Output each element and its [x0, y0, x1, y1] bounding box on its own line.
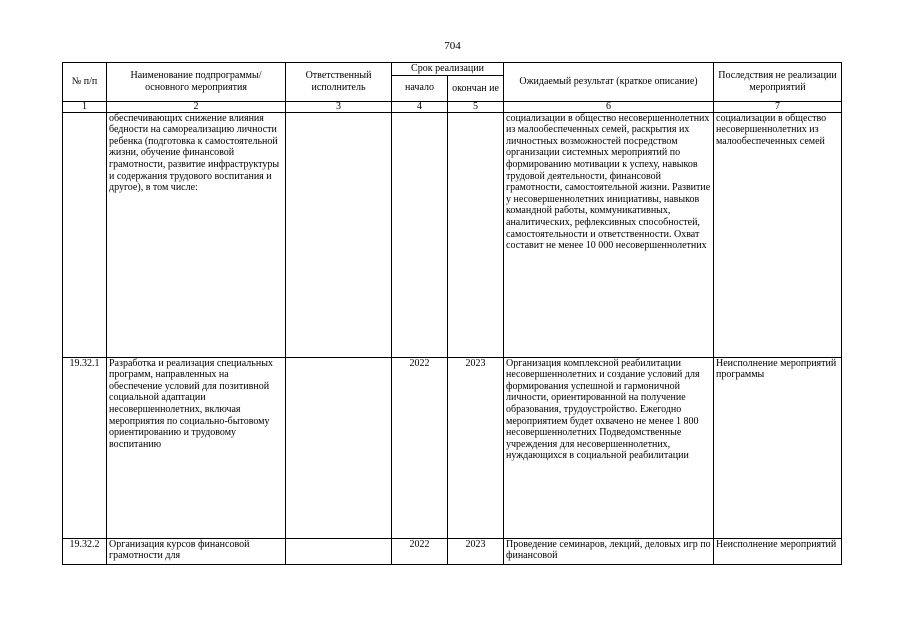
table-row: [63, 538, 842, 564]
row-consequences: социализации в общество несовершеннолетних из малообеспеченных семей: [714, 112, 842, 357]
table-row: [63, 357, 842, 538]
row-start: [392, 112, 448, 357]
column-number-row: [63, 101, 842, 112]
row-responsible: [286, 538, 392, 564]
row-consequences: Неисполнение мероприятий: [714, 538, 842, 564]
row-consequences: Неисполнение мероприятий программы: [714, 357, 842, 538]
row-start: 2022: [392, 357, 448, 538]
activities-table: [62, 62, 842, 565]
row-end: 2023: [448, 357, 504, 538]
header-end: окончан ие: [448, 75, 504, 101]
row-name: обеспечивающих снижение влияния бедности на самореализацию личности ребенка (подготовка к самостоятельной жизни, обучение финансовой грамотности, развитие инфраструктуры и содержания трудового воспитания и другое), в том числе:: [107, 112, 286, 357]
table-row: [63, 112, 842, 357]
row-responsible: [286, 112, 392, 357]
row-num: 19.32.1: [63, 357, 107, 538]
row-result: Проведение семинаров, лекций, деловых игр по финансовой: [504, 538, 714, 564]
row-result: Организация комплексной реабилитации несовершеннолетних и создание условий для формирования успешной и гармоничной личности, ориентированной на получение образования, трудоустройство. Ежегодно мероприятием будет охвачено не менее 1 800 несовершеннолетних Подведомственные учреждения для несовершеннолетних, нуждающихся в социальной реабилитации: [504, 357, 714, 538]
row-end: [448, 112, 504, 357]
header-result: Ожидаемый результат (краткое описание): [504, 63, 714, 102]
column-number: 3: [286, 101, 392, 112]
column-number: 2: [107, 101, 286, 112]
header-consequences: Последствия не реализации мероприятий: [714, 63, 842, 102]
header-name: Наименование подпрограммы/ основного мероприятия: [107, 63, 286, 102]
row-responsible: [286, 357, 392, 538]
row-num: 19.32.2: [63, 538, 107, 564]
header-responsible: Ответственный исполнитель: [286, 63, 392, 102]
column-number: 6: [504, 101, 714, 112]
row-result: социализации в общество несовершеннолетних из малообеспеченных семей, раскрытия их личностных возможностей посредством организации системных мероприятий по формированию мотивации к успеху, навыков трудовой деятельности, финансовой грамотности, самостоятельной жизни. Развитие у несовершеннолетних инициативы, навыков командной работы, коммуникативных, аналитических, рефлексивных способностей, самостоятельности и ответственности. Охват составит не менее 10 000 несовершеннолетних: [504, 112, 714, 357]
page-number: 704: [444, 40, 461, 52]
row-name: Организация курсов финансовой грамотности для: [107, 538, 286, 564]
row-name: Разработка и реализация специальных программ, направленных на обеспечение условий для позитивной социальной адаптации несовершеннолетних, включая мероприятия по социально-бытовому ориентированию и трудовому воспитанию: [107, 357, 286, 538]
row-num: [63, 112, 107, 357]
header-num: № п/п: [63, 63, 107, 102]
header-start: начало: [392, 75, 448, 101]
header-term: Срок реализации: [392, 63, 504, 76]
row-start: 2022: [392, 538, 448, 564]
column-number: 1: [63, 101, 107, 112]
column-number: 4: [392, 101, 448, 112]
column-number: 5: [448, 101, 504, 112]
row-end: 2023: [448, 538, 504, 564]
column-number: 7: [714, 101, 842, 112]
